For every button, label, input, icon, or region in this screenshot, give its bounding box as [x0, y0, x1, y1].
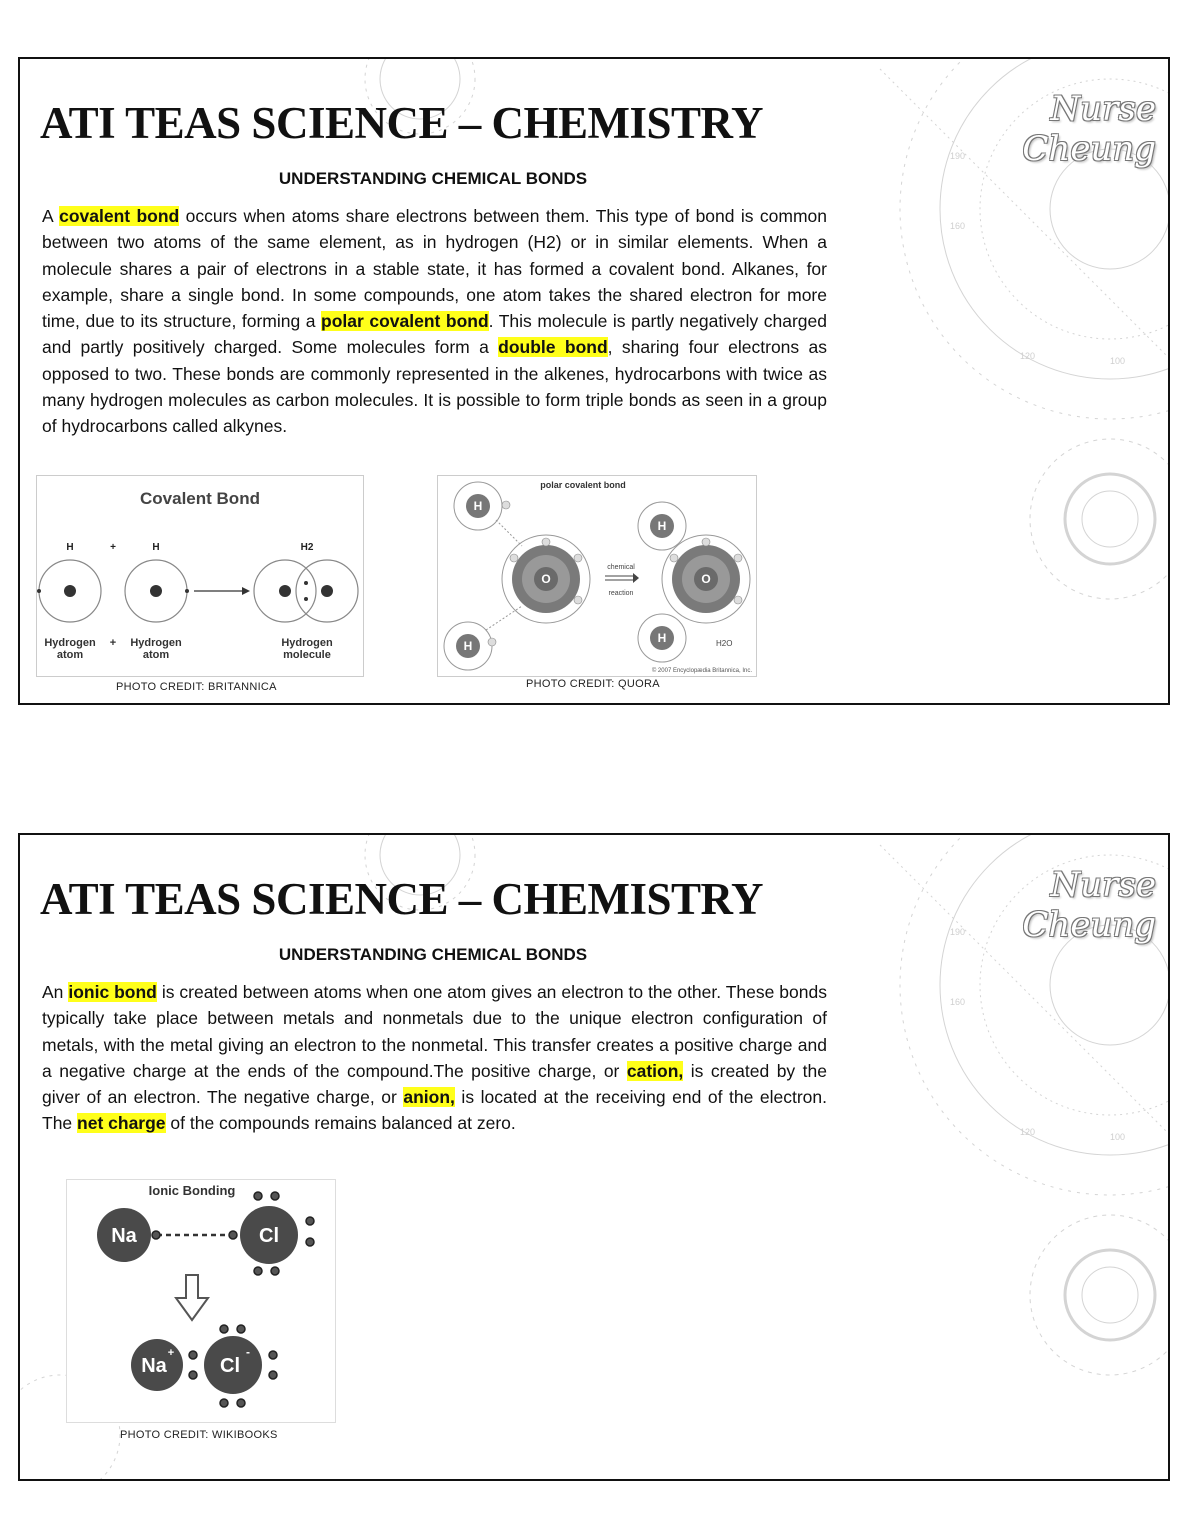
body-text: of the compounds remains balanced at zero. [165, 1113, 516, 1134]
arrow-label-reaction: reaction [608, 590, 634, 597]
photo-credit-britannica: PHOTO CREDIT: BRITANNICA [116, 681, 277, 693]
slide-subtitle: UNDERSTANDING CHEMICAL BONDS [278, 945, 588, 964]
svg-text:120: 120 [1020, 1127, 1036, 1137]
figure-title: Ionic Bonding [148, 1183, 236, 1198]
body-text: , sharing four electrons as opposed to two. These bonds are commonly represented in the alkenes, hydrocarbons with twice as many hydrogen molecules as carbon molecules. It is possible to form triple bonds as seen in a group of hydrocarbons called alkynes. [42, 337, 827, 437]
svg-text:O: O [541, 572, 551, 586]
body-text: occurs when atoms share electrons between them. This type of bond is common between two atoms of the same element, as in hydrogen (H2) or in similar elements. When a molecule shares a pair of electrons in a stable state, it has formed a covalent bond. Alkanes, for example, share a single bond. In some compounds, one atom takes the shared electron for more time, due to its structure, forming a [42, 206, 827, 332]
slide-body-paragraph [42, 203, 827, 440]
highlighted-term: ionic bond [68, 982, 157, 1002]
svg-text:160: 160 [950, 997, 966, 1007]
slide-title: ATI TEAS SCIENCE – CHEMISTRY [40, 98, 763, 148]
highlighted-term: double bond [498, 337, 608, 358]
nurse-cheung-logo: Nurse Cheung [1022, 865, 1156, 945]
highlighted-term: covalent bond [59, 206, 180, 226]
nurse-cheung-logo: Nurse Cheung [1022, 89, 1156, 169]
label-h2: H [152, 542, 160, 553]
body-text: An [42, 982, 69, 1002]
svg-text:H: H [657, 519, 667, 533]
svg-text:H: H [463, 639, 473, 653]
label-na-bottom: Na [141, 1355, 167, 1377]
svg-text:120: 120 [1020, 351, 1036, 361]
label-hydrogen-molecule-b: molecule [283, 649, 331, 661]
body-text: is located at the receiving end of the electron. The [42, 1087, 827, 1134]
label-cl-charge: - [246, 1345, 250, 1359]
label-hydrogen-molecule-a: Hydrogen [281, 637, 333, 649]
label-na-charge: + [167, 1347, 175, 1359]
figure-watermark: © 2007 Encyclopædia Britannica, Inc. [651, 668, 752, 674]
svg-text:H: H [657, 631, 667, 645]
label-plus-bottom: + [109, 637, 117, 649]
body-text: A [42, 206, 60, 226]
label-hydrogen-atom-2a: Hydrogen [130, 637, 182, 649]
label-cl-bottom: Cl [220, 1355, 240, 1377]
label-plus-top: + [110, 542, 116, 553]
svg-text:160: 160 [950, 221, 966, 231]
slide-ionic [18, 833, 1170, 1481]
highlighted-term: net charge [77, 1113, 166, 1134]
polar-covalent-bond-figure [437, 475, 757, 677]
photo-credit-quora: PHOTO CREDIT: QUORA [526, 678, 660, 690]
slide-title: ATI TEAS SCIENCE – CHEMISTRY [40, 874, 763, 924]
svg-text:O: O [701, 572, 711, 586]
body-text: is created between atoms when one atom gives an electron to the other. These bonds typically take place between metals and nonmetals due to the unique electron configuration of metals, with the metal giving an electron to the nonmetal. This transfer creates a positive charge and a negative charge at the ends of the compound.The positive charge, or [42, 982, 827, 1081]
svg-text:100: 100 [1110, 356, 1126, 366]
slide-covalent [18, 57, 1170, 705]
svg-text:100: 100 [1110, 1132, 1126, 1142]
highlighted-term: anion, [403, 1087, 455, 1108]
slide-body-paragraph [42, 979, 827, 1137]
body-text: is created by the giver of an electron. The negative charge, or [42, 1060, 827, 1108]
highlighted-term: cation, [626, 1060, 684, 1081]
label-h2-molecule: H2 [300, 542, 314, 553]
body-text: . This molecule is partly negatively charged and partly positively charged. Some molecules form a [42, 311, 827, 358]
ionic-bonding-figure [66, 1179, 336, 1423]
label-hydrogen-atom-1b: atom [56, 649, 84, 661]
label-h1: H [66, 542, 74, 553]
svg-text:190: 190 [950, 151, 966, 161]
label-hydrogen-atom-1a: Hydrogen [44, 637, 96, 649]
slide-subtitle: UNDERSTANDING CHEMICAL BONDS [278, 169, 588, 188]
label-na-top: Na [111, 1225, 137, 1247]
figure-title: polar covalent bond [540, 480, 626, 490]
label-cl-top: Cl [259, 1225, 279, 1247]
svg-text:190: 190 [950, 927, 966, 937]
label-hydrogen-atom-2b: atom [142, 649, 170, 661]
highlighted-term: polar covalent bond [321, 311, 489, 332]
photo-credit-wikibooks: PHOTO CREDIT: WIKIBOOKS [120, 1429, 278, 1441]
formula-water: H2O [716, 639, 733, 648]
arrow-label-chemical: chemical [607, 564, 635, 571]
covalent-bond-figure [36, 475, 364, 677]
svg-text:H: H [473, 499, 483, 513]
figure-title: Covalent Bond [140, 489, 260, 508]
